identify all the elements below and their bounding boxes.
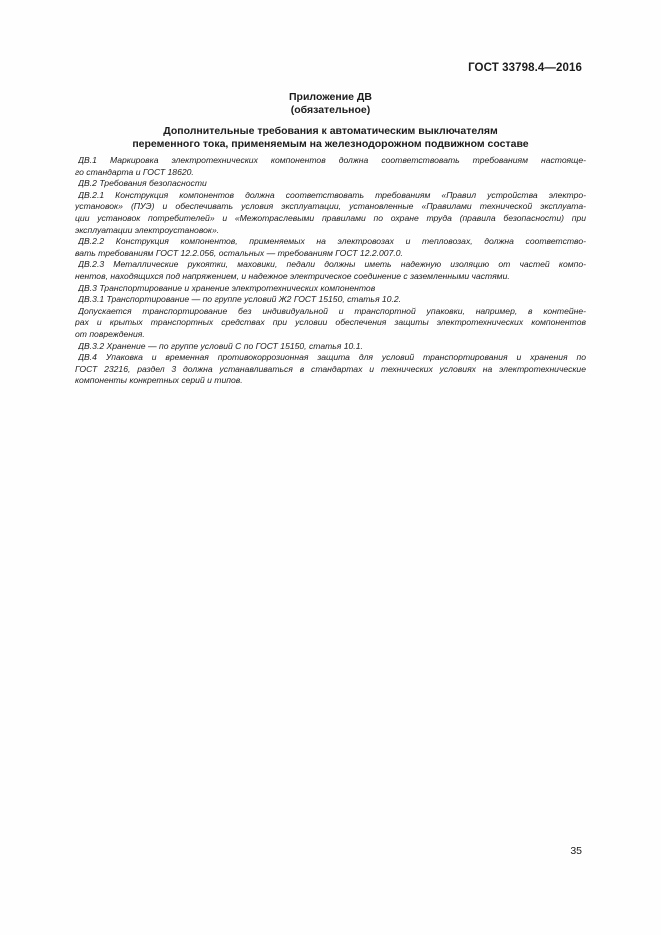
section-heading-line-2: переменного тока, применяемым на железнодорожном подвижном составе (132, 138, 529, 150)
body-line: эксплуатации электроустановок». (75, 224, 220, 235)
body-line: ДВ.2.1 Конструкция компонентов должна соответствовать требованиям «Правил устройства электро- (78, 189, 586, 200)
body-line: рах и крытых транспортных средствах при условии обеспечения защиты электротехнических компонентов (75, 317, 586, 328)
body-line: нентов, находящихся под напряжением, и надежное электрическое соединение с заземленными частями. (75, 270, 510, 281)
body-line: Допускается транспортирование без индивидуальной и транспортной упаковки, например, в контейне- (78, 305, 586, 316)
body-line: ДВ.3.2 Хранение — по группе условий С по ГОСТ 15150, статья 10.1. (78, 340, 363, 351)
annex-title: Приложение ДВ (289, 91, 372, 103)
body-line: ДВ.1 Маркировка электротехнических компонентов должна соответствовать требованиям настояще- (78, 155, 586, 165)
body-line: ДВ.2.2 Конструкция компонентов, применяемых на электровозах и тепловозах, должна соответство- (78, 236, 586, 247)
annex-title-block (0, 91, 661, 117)
body-line: установок» (ПУЭ) и обеспечивать условия эксплуатации, установленные «Правилами технической эксплуата- (75, 201, 586, 212)
body-line: вать требованиям ГОСТ 12.2.056, остальных — требованиям ГОСТ 12.2.007.0. (75, 247, 403, 258)
body-line: ГОСТ 23216, раздел 3 должна устанавливаться в стандартах и технических условиях на электротехнические (75, 363, 586, 374)
body-line: ДВ.2.3 Металлические рукоятки, маховики, педали должны иметь надежную изоляцию от частей компо- (78, 259, 586, 270)
body-line: ции установок потребителей» и «Межотраслевыми правилами по охране труда (правила безопасности) при (75, 212, 586, 223)
page-number: 35 (570, 845, 582, 857)
body-line: ДВ.3.1 Транспортирование — по группе условий Ж2 ГОСТ 15150, статья 10.2. (78, 294, 402, 305)
section-heading-line-1: Дополнительные требования к автоматическим выключателям (163, 125, 498, 137)
body-line: от повреждения. (75, 328, 145, 339)
body-text (75, 155, 586, 387)
body-line: ДВ.2 Требования безопасности (78, 178, 207, 189)
body-line: го стандарта и ГОСТ 18620. (75, 166, 194, 177)
body-line: ДВ.4 Упаковка и временная противокоррозионная защита для условий транспортирования и хранения по (78, 352, 586, 363)
body-line: ДВ.3 Транспортирование и хранение электротехнических компонентов (78, 282, 376, 293)
body-line: компоненты конкретных серий и типов. (75, 375, 243, 386)
document-code: ГОСТ 33798.4—2016 (468, 62, 582, 74)
annex-status: (обязательное) (290, 104, 371, 116)
section-heading (0, 125, 661, 151)
